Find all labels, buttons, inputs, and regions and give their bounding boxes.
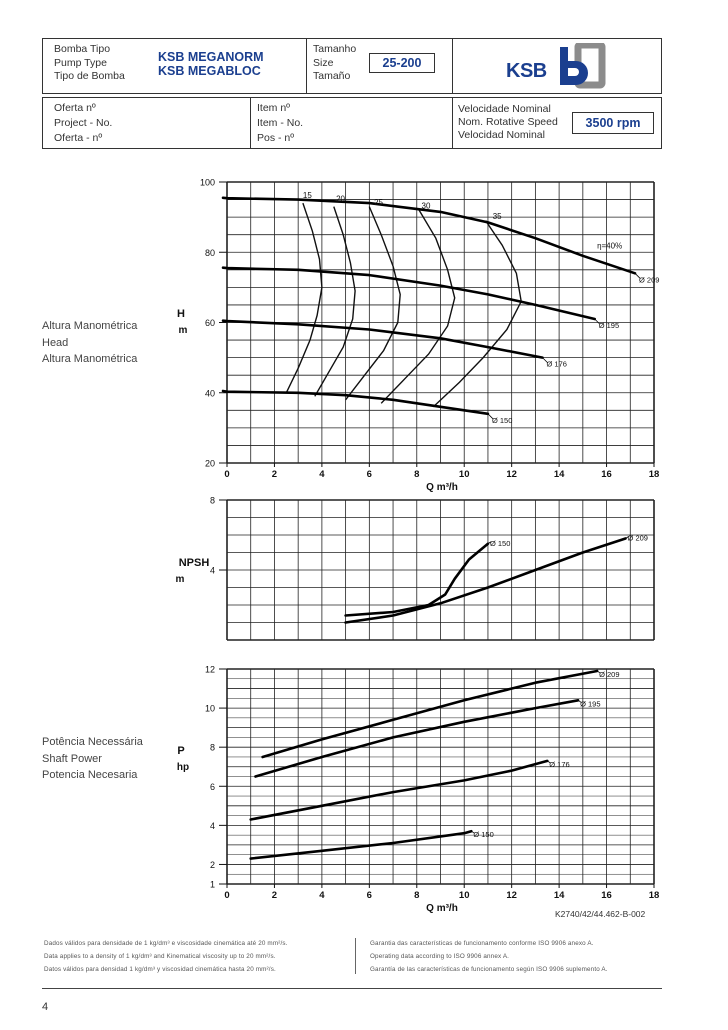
series-label: Ø 195 [598, 320, 620, 330]
y-tick-label: 80 [204, 247, 215, 258]
y-axis-unit: m [178, 325, 188, 336]
speed-label: Velocidade Nominal Nom. Rotative Speed Velocidad Nominal [458, 103, 558, 141]
bottom-rule [42, 988, 662, 989]
series-label: Ø 195 [580, 699, 601, 709]
y-tick-label: 4 [209, 820, 215, 831]
y-tick-label: 6 [209, 781, 215, 792]
efficiency-label: 25 [374, 197, 383, 207]
efficiency-label: 15 [302, 190, 312, 200]
x-tick-label: 18 [648, 890, 660, 901]
doc-code: K2740/42/44.462-B-002 [555, 909, 646, 919]
page-number: 4 [42, 1001, 49, 1013]
pump-type-label: Bomba Tipo Pump Type Tipo de Bomba [54, 43, 125, 82]
head-side-label: Altura Manométrica Head Altura Manométrica [42, 320, 138, 365]
y-tick-label: 40 [204, 388, 215, 399]
efficiency-curve [381, 210, 455, 403]
y-axis-label: NPSH [178, 557, 210, 569]
efficiency-label: 20 [336, 194, 346, 204]
x-tick-label: 12 [506, 890, 517, 901]
series-label: Ø 176 [546, 359, 567, 369]
series-label: Ø 150 [489, 538, 511, 548]
y-tick-label: 20 [204, 458, 215, 469]
x-tick-label: 2 [271, 890, 278, 901]
series-label: Ø 176 [549, 759, 570, 769]
x-tick-label: 18 [648, 469, 660, 480]
item-label: Item nº Item - No. Pos - nº [257, 102, 304, 144]
x-tick-label: 8 [414, 469, 420, 480]
x-tick-label: 4 [319, 890, 325, 901]
offer-label: Oferta nº Project - No. Oferta - nº [54, 102, 113, 144]
y-tick-label: 4 [209, 565, 215, 576]
chart-panel-0 [219, 182, 654, 467]
x-tick-label: 16 [601, 890, 612, 901]
series-label: Ø 150 [491, 415, 513, 425]
y-axis-unit: m [175, 574, 185, 585]
y-tick-label: 1 [209, 879, 215, 890]
series-line [251, 761, 548, 820]
efficiency-label: η=40% [597, 241, 623, 251]
x-tick-label: 2 [271, 469, 278, 480]
series-line [346, 539, 626, 623]
size-label: Tamanho Size Tamaño [313, 43, 357, 82]
x-tick-label: 6 [366, 469, 372, 480]
x-tick-label: 14 [553, 890, 565, 901]
x-axis-label: Q m³/h [426, 903, 458, 914]
x-axis-label: Q m³/h [426, 482, 458, 493]
y-tick-label: 60 [204, 318, 215, 328]
series-label: Ø 209 [639, 275, 660, 285]
x-tick-label: 0 [224, 890, 230, 901]
x-tick-label: 10 [458, 890, 470, 901]
chart-panel-1 [219, 500, 654, 640]
y-axis-label: H [177, 308, 185, 320]
footnote-right: Garantia das características de funcionamento conforme ISO 9906 anexo A. Operating data according to ISO 9906 annex A. Garantía de las características de funcionamento según ISO 9906 suplemento A. [370, 940, 608, 973]
y-tick-label: 12 [204, 664, 215, 675]
y-tick-label: 8 [209, 495, 215, 506]
series-label: Ø 209 [599, 669, 620, 679]
footer-divider [355, 938, 356, 974]
efficiency-curve [433, 221, 521, 407]
x-tick-label: 6 [366, 890, 372, 901]
x-tick-label: 0 [224, 469, 230, 480]
x-tick-label: 12 [506, 469, 517, 480]
efficiency-curve [286, 203, 322, 393]
series-line [263, 671, 597, 757]
efficiency-label: 35 [492, 211, 502, 221]
y-tick-label: 100 [199, 177, 215, 188]
x-tick-label: 14 [553, 469, 565, 480]
series-label: Ø 209 [627, 533, 648, 543]
x-tick-label: 16 [601, 469, 612, 480]
size-value: 25-200 [369, 53, 435, 73]
ksb-logo-text: KSB [506, 60, 547, 82]
x-tick-label: 10 [458, 469, 470, 480]
power-side-label: Potência Necessária Shaft Power Potencia Necesaria [42, 736, 143, 781]
y-tick-label: 2 [209, 859, 215, 870]
y-axis-unit: hp [176, 762, 190, 773]
footnote-left: Dados válidos para densidade de 1 kg/dm³ e viscosidade cinemática até 20 mm²/s. Data applies to a density of 1 kg/dm³ and Kinematical viscosity up to 20 mm²/s. Datos válidos para densidad 1 kg/dm³ y viscosidad cinemática hasta 20 mm²/s. [44, 940, 288, 973]
x-tick-label: 8 [414, 890, 420, 901]
y-tick-label: 10 [204, 703, 215, 714]
y-axis-label: P [177, 745, 185, 757]
speed-value: 3500 rpm [572, 112, 654, 134]
efficiency-label: 30 [421, 201, 431, 211]
x-tick-label: 4 [319, 469, 325, 480]
series-label: Ø 150 [473, 830, 494, 840]
y-tick-label: 8 [209, 742, 215, 753]
pump-models: KSB MEGANORM KSB MEGABLOC [158, 50, 264, 78]
series-line [223, 268, 595, 319]
